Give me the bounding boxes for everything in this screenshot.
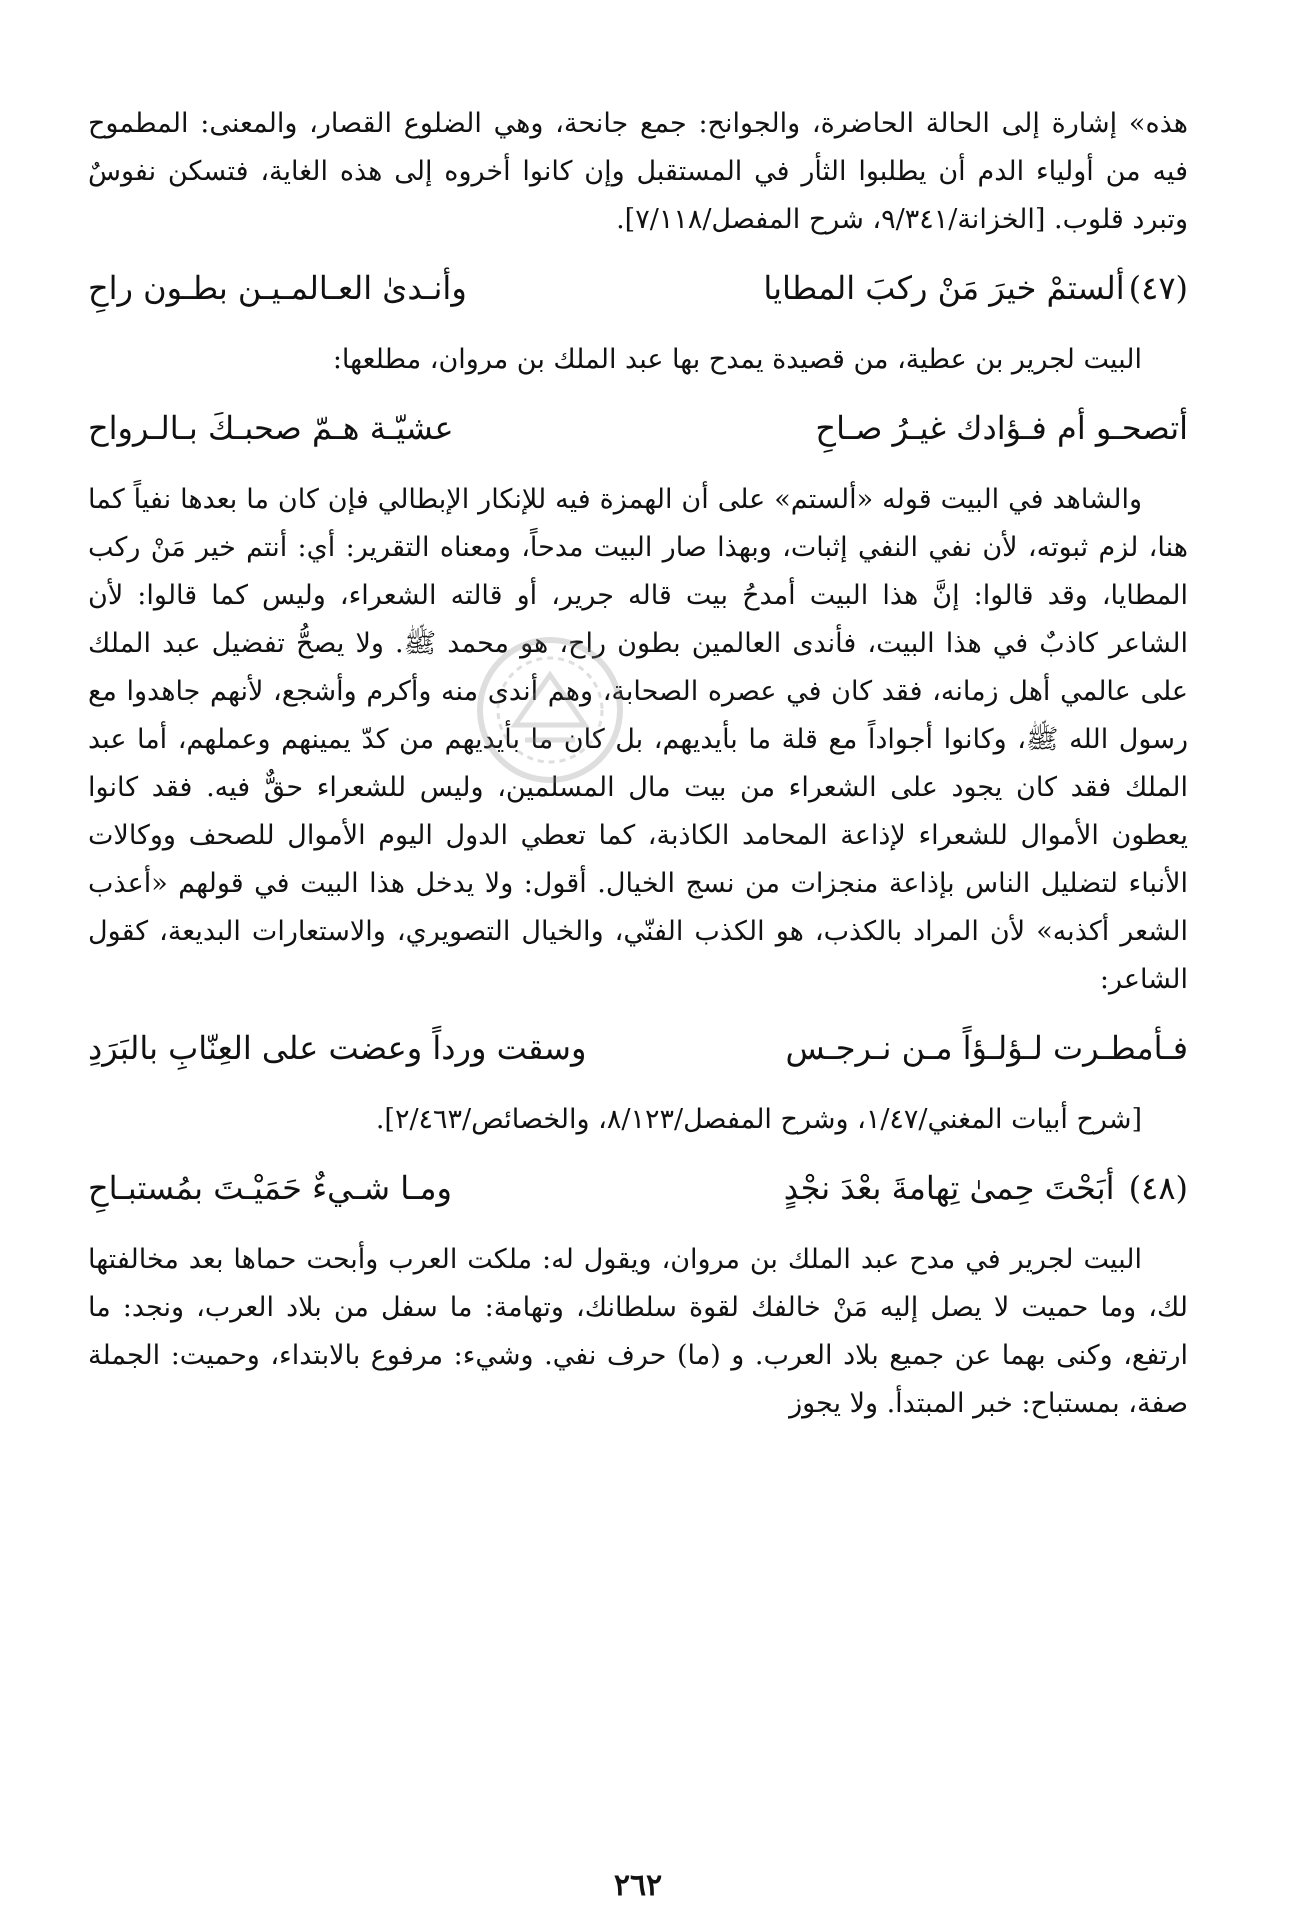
document-page bbox=[88, 100, 1188, 1903]
example-verse bbox=[88, 1018, 1188, 1078]
example-verse-first-hemistich: فـأمطـرت لـؤلـؤاً مـن نـرجـس bbox=[785, 1029, 1188, 1067]
verse-48-first-text: أبَحْتَ حِمىٰ تِهامةَ بعْدَ نجْدٍ bbox=[783, 1169, 1115, 1207]
verse-48-number: (٤٨) bbox=[1128, 1169, 1188, 1207]
opening-verse bbox=[88, 398, 1188, 458]
opening-verse-second-hemistich: عشيّـة هـمّ صحبـكَ بـالـرواح bbox=[88, 409, 454, 447]
verse-48 bbox=[88, 1158, 1188, 1218]
verse-47 bbox=[88, 258, 1188, 318]
verse-47-second-hemistich: وأنـدىٰ العـالمـيـن بطـون راحِ bbox=[88, 269, 467, 307]
intro-paragraph: هذه» إشارة إلى الحالة الحاضرة، والجوانح: جمع جانحة، وهي الضلوع القصار، والمعنى: المطموح فيه من أولياء الدم أن يطلبوا الثأر في المستقبل وإن كانوا أخروه إلى هذه الغاية، فتسكن نفوسٌ وتبرد قلوب. [الخزانة/٩/٣٤١، شرح المفصل/٧/١١٨]. bbox=[88, 108, 1188, 235]
verse-48-first-hemistich bbox=[784, 1158, 1188, 1218]
verse-47-intro: البيت لجرير بن عطية، من قصيدة يمدح بها عبد الملك بن مروان، مطلعها: bbox=[332, 344, 1142, 375]
verse-48-second-hemistich: ومـا شـيءٌ حَمَيْـتَ بمُستبـاحِ bbox=[88, 1169, 452, 1207]
opening-verse-first-hemistich: أتصحـو أم فـؤادك غيـرُ صـاحِ bbox=[815, 409, 1188, 447]
verse-47-number: (٤٧) bbox=[1128, 269, 1188, 307]
verse-47-first-hemistich bbox=[763, 258, 1188, 318]
example-source: [شرح أبيات المغني/١/٤٧، وشرح المفصل/٨/١٢٣، والخصائص/٢/٤٦٣]. bbox=[375, 1104, 1142, 1135]
verse-47-first-text: ألستمْ خيرَ مَنْ ركبَ المطايا bbox=[763, 269, 1125, 307]
page-number: ٢٦٢ bbox=[613, 1868, 663, 1903]
example-verse-second-hemistich: وسقت ورداً وعضت على العِنّابِ بالبَرَدِ bbox=[88, 1029, 587, 1067]
verse-48-commentary: البيت لجرير في مدح عبد الملك بن مروان، ويقول له: ملكت العرب وأبحت حماها بعد مخالفتها لك، وما حميت لا يصل إليه مَنْ خالفك لقوة سلطانك، وتهامة: ما سفل من بلاد العرب، ونجد: ما ارتفع، وكنى بهما عن جميع بلاد العرب. و (ما) حرف نفي. وشيء: مرفوع بالابتداء، وحميت: الجملة صفة، بمستباح: خبر المبتدأ. ولا يجوز bbox=[88, 1244, 1188, 1419]
commentary-paragraph: والشاهد في البيت قوله «ألستم» على أن الهمزة فيه للإنكار الإبطالي فإن كان ما بعدها نفياً كما هنا، لزم ثبوته، لأن نفي النفي إثبات، وبهذا صار البيت مدحاً، ومعناه التقرير: أي: أنتم خير مَنْ ركب المطايا، وقد قالوا: إنَّ هذا البيت أمدحُ بيت قاله جرير، أو قالته الشعراء، وليس كما قالوا: لأن الشاعر كاذبٌ في هذا البيت، فأندى العالمين بطون راح، هو محمد ﷺ. ولا يصحُّ تفضيل عبد الملك على عالمي أهل زمانه، فقد كان في عصره الصحابة، وهم أندى منه وأكرم وأشجع، لأنهم جاهدوا مع رسول الله ﷺ، وكانوا أجواداً مع قلة ما بأيديهم، بل كان ما بأيديهم من كدّ يمينهم وعملهم، أما عبد الملك فقد كان يجود على الشعراء من بيت مال المسلمين، وليس للشعراء حقٌّ فيه. فقد كانوا يعطون الأموال للشعراء لإذاعة المحامد الكاذبة، كما تعطي الدول اليوم الأموال للصحف ووكالات الأنباء لتضليل الناس بإذاعة منجزات من نسج الخيال. أقول: ولا يدخل هذا البيت في قولهم «أعذب الشعر أكذبه» لأن المراد بالكذب، هو الكذب الفنّي، والخيال التصويري، والاستعارات البديعة، كقول الشاعر: bbox=[88, 484, 1188, 995]
